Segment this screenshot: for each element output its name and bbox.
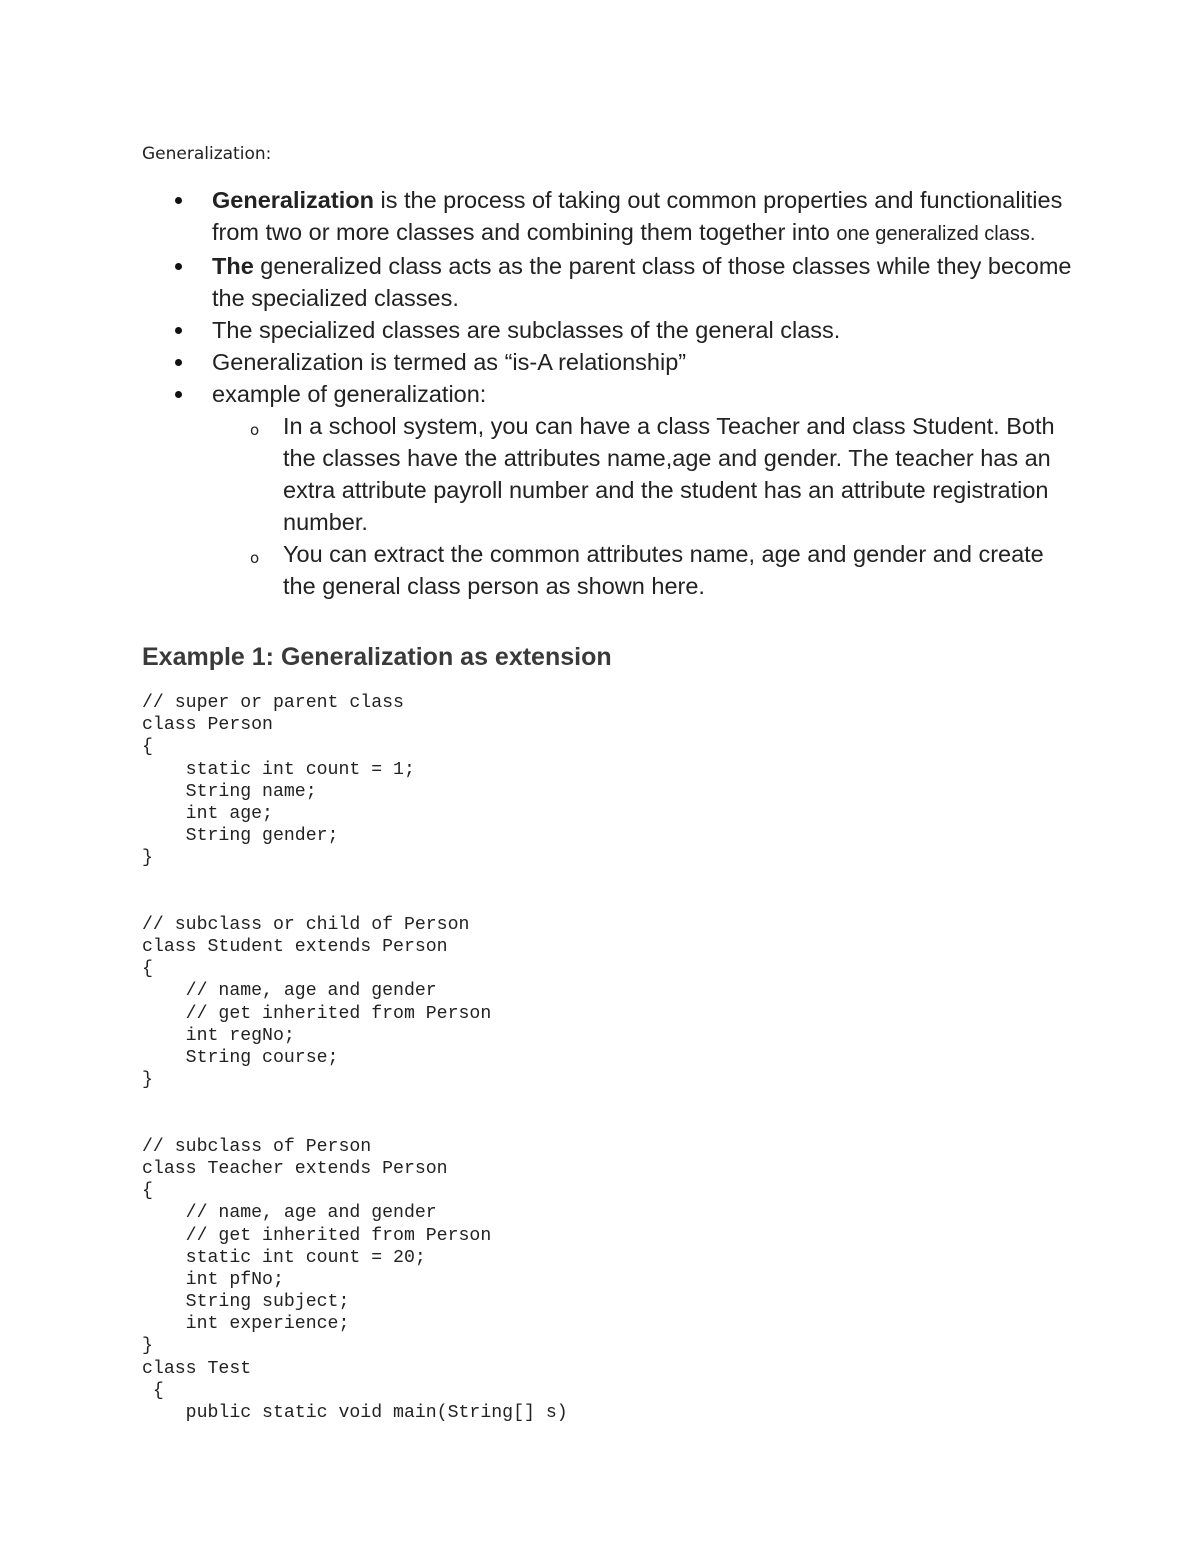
code-line: class Test <box>142 1358 252 1379</box>
bullet-text: Generalization is termed as “is-A relationship” <box>212 349 687 375</box>
bullet-text: example of generalization: <box>212 381 487 407</box>
code-line: String subject; <box>142 1292 350 1313</box>
bullet-dot-icon <box>175 197 182 204</box>
example-heading: Example 1: Generalization as extension <box>142 643 612 671</box>
code-line <box>142 1091 568 1113</box>
code-line: // get inherited from Person <box>142 1225 492 1246</box>
code-line: { <box>142 959 153 980</box>
code-line: int experience; <box>142 1314 350 1335</box>
code-line: } <box>142 1070 153 1091</box>
code-line: // subclass of Person <box>142 1136 372 1157</box>
code-line: class Teacher extends Person <box>142 1158 448 1179</box>
bullet-text: generalized class acts as the parent class of those classes while they become the specialized classes. <box>212 253 1072 311</box>
code-line: int pfNo; <box>142 1269 284 1290</box>
bullet-bold-term: Generalization <box>212 187 374 213</box>
code-line: // name, age and gender <box>142 981 437 1002</box>
bullet-dot-icon <box>175 263 182 270</box>
code-line <box>142 870 568 892</box>
sub-bullet-text: In a school system, you can have a class Teacher and class Student. Both the classes have the attributes name,age and gender. The teacher has an extra attribute payroll number and the student has an attribute registration number. <box>283 413 1055 535</box>
code-line: int regNo; <box>142 1025 295 1046</box>
circle-bullet-icon: o <box>250 549 260 567</box>
bullet-item <box>175 378 1075 602</box>
code-line: public static void main(String[] s) <box>142 1403 568 1423</box>
code-line: String course; <box>142 1048 339 1068</box>
bullet-dot-icon <box>175 359 182 366</box>
sub-bullet-item <box>212 410 1075 538</box>
circle-bullet-icon: o <box>250 421 260 439</box>
code-block <box>142 692 568 1424</box>
code-line: { <box>142 1380 164 1401</box>
code-line: String gender; <box>142 826 339 847</box>
sub-bullet-list <box>212 410 1075 602</box>
code-line: } <box>142 848 153 869</box>
code-line <box>142 1114 568 1136</box>
bullet-dot-icon <box>175 327 182 334</box>
code-line: class Student extends Person <box>142 937 448 958</box>
bullet-text: The specialized classes are subclasses of the general class. <box>212 317 841 343</box>
code-line <box>142 892 568 914</box>
code-line: { <box>142 1181 153 1202</box>
bullet-dot-icon <box>175 391 182 398</box>
sub-bullet-text: You can extract the common attributes name, age and gender and create the general class person as shown here. <box>283 541 1044 599</box>
bullet-text: is the process of taking out common properties and functionalities from two or more classes and combining them together into <box>212 187 1063 245</box>
sub-bullet-item <box>212 538 1075 602</box>
code-line: int age; <box>142 803 273 824</box>
bullet-list <box>175 184 1075 602</box>
bullet-item <box>175 346 1075 378</box>
code-line: // get inherited from Person <box>142 1003 492 1024</box>
code-line: { <box>142 737 153 758</box>
code-line: static int count = 1; <box>142 759 415 780</box>
section-label: Generalization: <box>142 144 272 164</box>
code-line: } <box>142 1336 153 1357</box>
bullet-bold-term: The <box>212 253 254 279</box>
code-line: // subclass or child of Person <box>142 914 470 935</box>
code-line: String name; <box>142 781 317 802</box>
code-line: // super or parent class <box>142 693 404 713</box>
bullet-item <box>175 314 1075 346</box>
code-line: class Person <box>142 715 273 736</box>
code-line: static int count = 20; <box>142 1247 426 1268</box>
code-line: // name, age and gender <box>142 1203 437 1224</box>
bullet-text-tail: one generalized class. <box>836 223 1036 245</box>
bullet-item <box>175 184 1075 250</box>
bullet-item <box>175 250 1075 314</box>
